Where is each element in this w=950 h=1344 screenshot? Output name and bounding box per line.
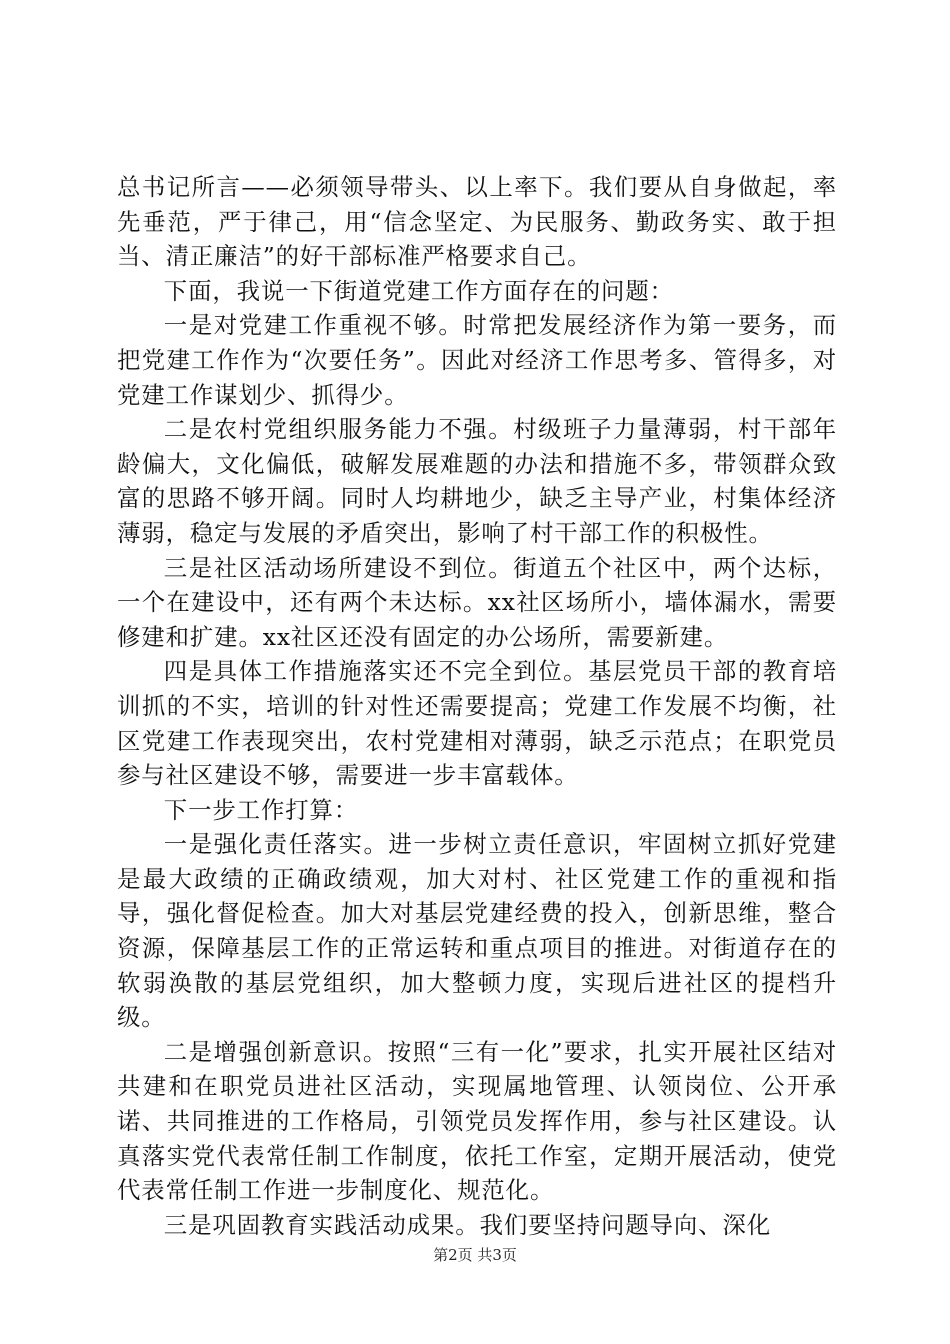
paragraph-7: 下一步工作打算： xyxy=(163,795,359,824)
paragraph-6: 四是具体工作措施落实还不完全到位。基层党员干部的教育培训抓的不实，培训的针对性还需要提高；党建工作发展不均衡，社区党建工作表现突出，农村党建相对薄弱，缺乏示范点；在职党员参与社区建设不够，需要进一步丰富载体。 xyxy=(117,657,837,790)
paragraph-5: 三是社区活动场所建设不到位。街道五个社区中，两个达标，一个在建设中，还有两个未达标。xx社区场所小，墙体漏水，需要修建和扩建。xx社区还没有固定的办公场所，需要新建。 xyxy=(117,553,837,651)
paragraph-8: 一是强化责任落实。进一步树立责任意识，牢固树立抓好党建是最大政绩的正确政绩观，加大对村、社区党建工作的重视和指导，强化督促检查。加大对基层党建经费的投入，创新思维，整合资源，保障基层工作的正常运转和重点项目的推进。对街道存在的软弱涣散的基层党组织，加大整顿力度，实现后进社区的提档升级。 xyxy=(117,830,837,1032)
paragraph-9: 二是增强创新意识。按照“三有一化”要求，扎实开展社区结对共建和在职党员进社区活动，实现属地管理、认领岗位、公开承诺、共同推进的工作格局，引领党员发挥作用，参与社区建设。认真落实党代表常任制工作制度，依托工作室，定期开展活动，使党代表常任制工作进一步制度化、规范化。 xyxy=(117,1037,837,1205)
page-footer: 第2页 共3页 xyxy=(433,1246,517,1264)
paragraph-1: 总书记所言——必须领导带头、以上率下。我们要从自身做起，率先垂范，严于律己，用“信念坚定、为民服务、勤政务实、敢于担当、清正廉洁”的好干部标准严格要求自己。 xyxy=(117,173,837,271)
document-body xyxy=(117,170,837,1242)
paragraph-2: 下面，我说一下街道党建工作方面存在的问题： xyxy=(163,276,674,305)
paragraph-10: 三是巩固教育实践活动成果。我们要坚持问题导向、深化 xyxy=(163,1210,772,1239)
paragraph-4: 二是农村党组织服务能力不强。村级班子力量薄弱，村干部年龄偏大，文化偏低，破解发展难题的办法和措施不多，带领群众致富的思路不够开阔。同时人均耕地少，缺乏主导产业，村集体经济薄弱，稳定与发展的矛盾突出，影响了村干部工作的积极性。 xyxy=(117,415,837,547)
paragraph-3: 一是对党建工作重视不够。时常把发展经济作为第一要务，而把党建工作作为“次要任务”。因此对经济工作思考多、管得多，对党建工作谋划少、抓得少。 xyxy=(117,311,837,409)
